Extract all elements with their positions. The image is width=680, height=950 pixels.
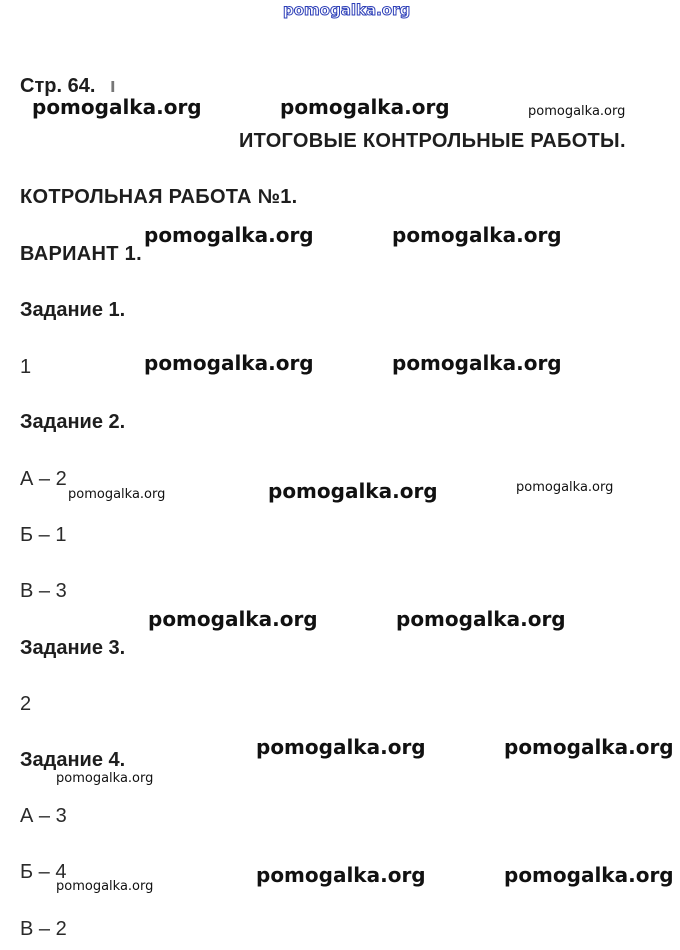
watermark: pomogalka.org xyxy=(392,351,562,375)
task-4-answer-v: В – 2 xyxy=(20,918,67,940)
watermark: pomogalka.org xyxy=(144,351,314,375)
watermark-top: pomogalka.org xyxy=(283,1,411,19)
section-title: ИТОГОВЫЕ КОНТРОЛЬНЫЕ РАБОТЫ. xyxy=(239,130,626,152)
task-2-label: Задание 2. xyxy=(20,411,126,433)
watermark: pomogalka.org xyxy=(56,879,154,894)
task-2-answer-a: А – 2 xyxy=(20,468,67,490)
variant-title: ВАРИАНТ 1. xyxy=(20,243,142,265)
watermark: pomogalka.org xyxy=(392,223,562,247)
task-2-answer-v: В – 3 xyxy=(20,580,67,602)
task-1-answer: 1 xyxy=(20,356,32,378)
watermark: pomogalka.org xyxy=(144,223,314,247)
work-title: КОТРОЛЬНАЯ РАБОТА №1. xyxy=(20,186,298,208)
page-reference: Стр. 64. xyxy=(20,75,96,97)
page-reference-tail: ı xyxy=(110,75,116,97)
task-2-answer-b: Б – 1 xyxy=(20,524,67,546)
task-3-label: Задание 3. xyxy=(20,637,126,659)
task-3-answer: 2 xyxy=(20,693,32,715)
watermark: pomogalka.org xyxy=(528,104,626,119)
watermark: pomogalka.org xyxy=(256,863,426,887)
task-1-label: Задание 1. xyxy=(20,299,126,321)
watermark: pomogalka.org xyxy=(32,95,202,119)
watermark: pomogalka.org xyxy=(256,735,426,759)
task-4-answer-b: Б – 4 xyxy=(20,861,67,883)
watermark: pomogalka.org xyxy=(56,771,154,786)
watermark: pomogalka.org xyxy=(504,735,674,759)
watermark: pomogalka.org xyxy=(280,95,450,119)
watermark: pomogalka.org xyxy=(68,487,166,502)
task-4-label: Задание 4. xyxy=(20,749,126,771)
watermark: pomogalka.org xyxy=(396,607,566,631)
watermark: pomogalka.org xyxy=(516,480,614,495)
watermark: pomogalka.org xyxy=(504,863,674,887)
watermark: pomogalka.org xyxy=(148,607,318,631)
task-4-answer-a: А – 3 xyxy=(20,805,67,827)
watermark: pomogalka.org xyxy=(268,479,438,503)
